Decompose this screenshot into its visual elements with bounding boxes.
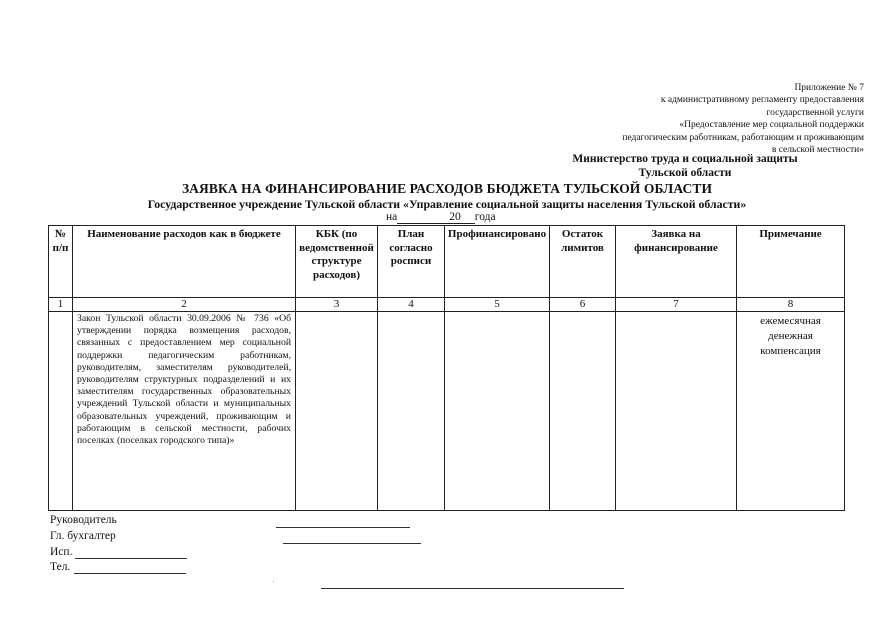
header-funding-request: Заявка на финансирование bbox=[616, 226, 737, 298]
date-year-prefix: 20 bbox=[443, 211, 461, 224]
appendix-line: педагогическим работникам, работающим и проживающим bbox=[622, 132, 864, 143]
document-title: ЗАЯВКА НА ФИНАНСИРОВАНИЕ РАСХОДОВ БЮДЖЕТА ТУЛЬСКОЙ ОБЛАСТИ bbox=[181, 181, 713, 196]
date-year-blank[interactable] bbox=[461, 211, 475, 224]
column-number: 8 bbox=[737, 298, 845, 312]
date-prefix: на bbox=[386, 211, 398, 223]
appendix-line: государственной услуги bbox=[766, 107, 864, 118]
date-suffix: года bbox=[474, 211, 496, 223]
header-note: Примечание bbox=[737, 226, 845, 298]
funding-request-cell[interactable] bbox=[616, 312, 737, 511]
ministry-line-2: Тульской области bbox=[638, 166, 732, 179]
executor-line[interactable] bbox=[75, 558, 187, 559]
kbk-cell[interactable] bbox=[296, 312, 378, 511]
phone-line[interactable] bbox=[74, 573, 186, 574]
appendix-line: в сельской местности» bbox=[771, 145, 864, 156]
row-number-cell[interactable] bbox=[49, 312, 73, 511]
signature-head-line[interactable] bbox=[276, 527, 410, 528]
funding-request-table bbox=[48, 225, 845, 511]
column-number-row bbox=[49, 298, 845, 312]
note-text: ежемесячная денежная компенсация bbox=[760, 315, 821, 357]
header-plan: План согласно росписи bbox=[378, 226, 445, 298]
column-number: 4 bbox=[378, 298, 445, 312]
header-expense-name: Наименование расходов как в бюджете bbox=[73, 226, 296, 298]
column-number: 5 bbox=[445, 298, 550, 312]
expense-name-text: Закон Тульской области 30.09.2006 № 736 «Об утверждении порядка возмещения расходов, связанных с предоставлением мер социальной поддержки педагогическим работникам, руководителям, заместителям руководителей, руководителям структурных подразделений и их заместителям государственных образовательных учреждений Тульской области и муниципальных образовательных учреждений, проживающим и работающим в сельской местности, рабочих поселках (поселках городского типа)» bbox=[77, 313, 291, 447]
executor-label: Исп. bbox=[50, 546, 73, 558]
ministry-line-1: Министерство труда и социальной защиты bbox=[572, 153, 798, 165]
header-financed: Профинансировано bbox=[445, 226, 550, 298]
limit-remainder-cell[interactable] bbox=[550, 312, 616, 511]
appendix-line: «Предоставление мер социальной поддержки bbox=[679, 120, 864, 131]
header-limit-remainder: Остаток лимитов bbox=[550, 226, 616, 298]
scan-speck bbox=[273, 581, 274, 582]
financed-cell[interactable] bbox=[445, 312, 550, 511]
plan-cell[interactable] bbox=[378, 312, 445, 511]
table-row bbox=[49, 312, 845, 511]
column-number: 1 bbox=[49, 298, 73, 312]
column-number: 3 bbox=[296, 298, 378, 312]
signature-head-label: Руководитель bbox=[50, 514, 117, 526]
date-line bbox=[386, 211, 496, 224]
column-number: 6 bbox=[550, 298, 616, 312]
phone-label: Тел. bbox=[50, 561, 71, 573]
note-cell bbox=[737, 312, 845, 511]
ministry-block bbox=[520, 153, 850, 180]
footer-separator-line bbox=[321, 588, 624, 589]
header-number: № п/п bbox=[49, 226, 73, 298]
signature-accountant-line[interactable] bbox=[283, 543, 421, 544]
date-day-month-blank[interactable] bbox=[397, 211, 443, 224]
column-number: 7 bbox=[616, 298, 737, 312]
column-number: 2 bbox=[73, 298, 296, 312]
header-kbk: КБК (по ведомственной структуре расходов) bbox=[296, 226, 378, 298]
signature-accountant-label: Гл. бухгалтер bbox=[50, 530, 116, 542]
document-subtitle: Государственное учреждение Тульской области «Управление социальной защиты населения Тульской области» bbox=[147, 197, 747, 211]
header-row bbox=[49, 226, 845, 298]
expense-name-cell bbox=[73, 312, 296, 511]
appendix-line: к административному регламенту предоставления bbox=[660, 95, 864, 106]
appendix-line: Приложение № 7 bbox=[794, 83, 864, 93]
appendix-block bbox=[564, 82, 864, 156]
